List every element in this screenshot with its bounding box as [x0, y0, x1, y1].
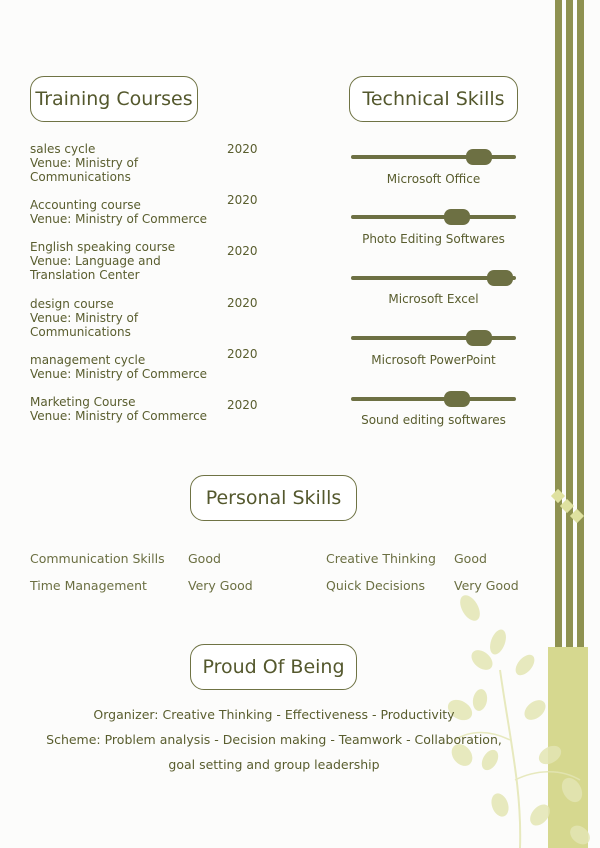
personal-skill-rating: Very Good — [454, 578, 519, 593]
decor-stripe-3 — [577, 0, 584, 647]
decor-stripe-2 — [566, 0, 573, 647]
technical-skills-heading: Technical Skills — [349, 76, 518, 122]
course-item — [30, 240, 230, 282]
skill-name: Microsoft Excel — [388, 292, 479, 306]
proud-of-being-heading: Proud Of Being — [190, 644, 357, 690]
course-venue: Venue: Ministry of Communications — [30, 311, 139, 339]
training-courses-heading: Training Courses — [30, 76, 198, 122]
course-item — [30, 395, 230, 423]
proud-line: Organizer: Creative Thinking - Effectiveness - Productivity — [93, 707, 455, 722]
course-year: 2020 — [227, 398, 258, 412]
skill-name: Microsoft Office — [386, 172, 481, 186]
skill-level-knob — [466, 330, 492, 346]
course-year: 2020 — [227, 193, 258, 207]
personal-skill-name: Time Management — [30, 578, 147, 593]
course-year: 2020 — [227, 296, 258, 310]
decor-stripe-1 — [555, 0, 562, 647]
course-title: Accounting course — [30, 198, 141, 212]
course-venue: Venue: Ministry of Commerce — [30, 367, 208, 381]
course-item — [30, 297, 230, 339]
course-year: 2020 — [227, 244, 258, 258]
personal-skill-name: Quick Decisions — [326, 578, 426, 593]
skill-level-knob — [466, 149, 492, 165]
personal-skill-name: Creative Thinking — [326, 551, 436, 566]
course-item — [30, 142, 230, 184]
course-venue: Venue: Ministry of Communications — [30, 156, 139, 184]
course-venue: Venue: Ministry of Commerce — [30, 212, 208, 226]
course-title: design course — [30, 297, 114, 311]
skill-name: Photo Editing Softwares — [362, 232, 505, 246]
personal-skill-rating: Good — [454, 551, 487, 566]
skill-name: Sound editing softwares — [361, 413, 506, 427]
course-title: management cycle — [30, 353, 146, 367]
course-year: 2020 — [227, 142, 258, 156]
personal-skill-name: Communication Skills — [30, 551, 165, 566]
course-venue: Venue: Language and Translation Center — [30, 254, 161, 282]
skill-name: Microsoft PowerPoint — [371, 353, 496, 367]
course-title: Marketing Course — [30, 395, 136, 409]
personal-skills-heading: Personal Skills — [190, 475, 357, 521]
personal-skill-rating: Good — [188, 551, 221, 566]
skill-level-bar — [351, 155, 516, 159]
course-item — [30, 198, 230, 226]
course-year: 2020 — [227, 347, 258, 361]
proud-line: Scheme: Problem analysis - Decision making - Teamwork - Collaboration, — [46, 732, 502, 747]
course-item — [30, 353, 230, 381]
skill-level-knob — [444, 391, 470, 407]
course-title: sales cycle — [30, 142, 96, 156]
personal-skill-rating: Very Good — [188, 578, 253, 593]
decor-diamond — [551, 489, 565, 503]
course-title: English speaking course — [30, 240, 176, 254]
course-venue: Venue: Ministry of Commerce — [30, 409, 208, 423]
skill-level-knob — [487, 270, 513, 286]
skill-level-bar — [351, 276, 516, 280]
skill-level-knob — [444, 209, 470, 225]
skill-level-bar — [351, 336, 516, 340]
skill-level-bar — [351, 397, 516, 401]
skill-level-bar — [351, 215, 516, 219]
proud-line: goal setting and group leadership — [168, 757, 380, 772]
